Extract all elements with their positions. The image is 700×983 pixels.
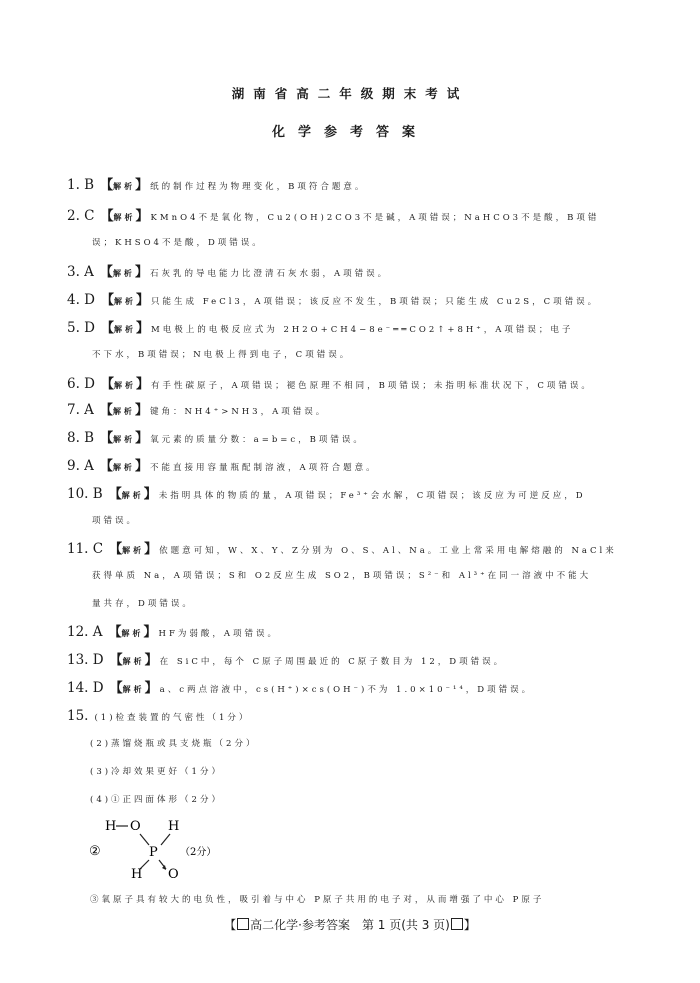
answer-item-continuation: 量共存，D项错误。 [92, 599, 194, 609]
square-icon [451, 918, 463, 930]
page-footer: 【 高二化学·参考答案 第 1 页(共 3 页) 】 [224, 918, 476, 932]
answer-item-continuation: 不下水，B项错误；N电极上得到电子，C项错误。 [92, 350, 352, 360]
bond-line [161, 834, 170, 845]
q15-part-4-3: ③氧原子具有较大的电负性，吸引着与中心 P原子共用的电子对，从而增强了中心 P原子 [90, 895, 545, 905]
answer-item: 7. A【 解析 】 键角：NH4⁺>NH3，A项错误。 [67, 400, 647, 422]
answer-item: 2. C【 解析 】 KMnO4不是氧化物，Cu2(OH)2CO3不是碱，A项错误；NaHCO3不是酸，B项错 [67, 206, 647, 228]
q15-part-3: (3)冷却效果更好（1分） [90, 767, 223, 777]
atom-p: P [149, 845, 158, 860]
answer-item: 8. B【 解析 】 氧元素的质量分数：a=b=c，B项错误。 [67, 428, 647, 450]
score: （2分） [180, 847, 217, 858]
atom-h: H [131, 867, 143, 880]
part-label: ② [89, 844, 101, 859]
q15-part-4: (4)①正四面体形（2分） [90, 795, 223, 805]
atom-o: O [130, 819, 141, 834]
answer-item: 3. A【 解析 】 石灰乳的导电能力比澄清石灰水弱，A项错误。 [67, 262, 647, 284]
answer-item: 6. D【 解析 】 有手性碳原子，A项错误；褪色原理不相同，B项错误；未指明标准状况下，C项错误。 [67, 374, 647, 396]
q15-part-2: (2)蒸馏烧瓶或具支烧瓶（2分） [90, 739, 258, 749]
answer-item-continuation: 误；KHSO4不是酸，D项错误。 [92, 238, 264, 248]
answer-item: 10. B【 解析 】 未指明具体的物质的量，A项错误；Fe³⁺会水解，C项错误；该反应为可逆反应，D [67, 484, 647, 506]
answer-item-continuation: 获得单质 Na，A项错误；S和 O2反应生成 SO2，B项错误；S²⁻和 Al³⁺在同一溶液中不能大 [92, 571, 592, 581]
exam-title: 湖南省高二年级期末考试 [231, 86, 469, 101]
bond-line [140, 834, 149, 845]
phosphorous-acid-structure [85, 815, 255, 880]
atom-h: H [168, 819, 180, 834]
answer-item: 13. D【 解析 】 在 SiC中，每个 C原子周围最近的 C原子数目为 12，D项错误。 [67, 650, 647, 672]
atom-h: H [105, 819, 117, 834]
answer-item: 11. C【 解析 】 依题意可知，W、X、Y、Z分别为 O、S、Al、Na。工业上常采用电解熔融的 NaCl来 [67, 539, 647, 561]
answer-item: 5. D【 解析 】 M电极上的电极反应式为 2H2O+CH4−8e⁻══CO2↑+8H⁺，A项错误；电子 [67, 318, 647, 340]
q15-part-1: 15. (1)检查装置的气密性（1分） [67, 708, 251, 724]
answer-item: 12. A【 解析 】 HF为弱酸，A项错误。 [67, 622, 647, 644]
answer-item: 1. B【 解析 】 纸的制作过程为物理变化，B项符合题意。 [67, 175, 647, 197]
answer-item: 9. A【 解析 】 不能直接用容量瓶配制溶液，A项符合题意。 [67, 456, 647, 478]
answer-item: 14. D【 解析 】 a、c两点溶液中，cs(H⁺)×cs(OH⁻)不为 1.0×10⁻¹⁴，D项错误。 [67, 678, 647, 700]
atom-o: O [168, 867, 179, 880]
answer-item: 4. D【 解析 】 只能生成 FeCl3，A项错误；该反应不发生，B项错误；只能生成 Cu2S，C项错误。 [67, 290, 647, 312]
square-icon [237, 918, 249, 930]
answer-subtitle: 化学参考答案 [271, 125, 428, 140]
answer-item-continuation: 项错误。 [92, 516, 139, 526]
